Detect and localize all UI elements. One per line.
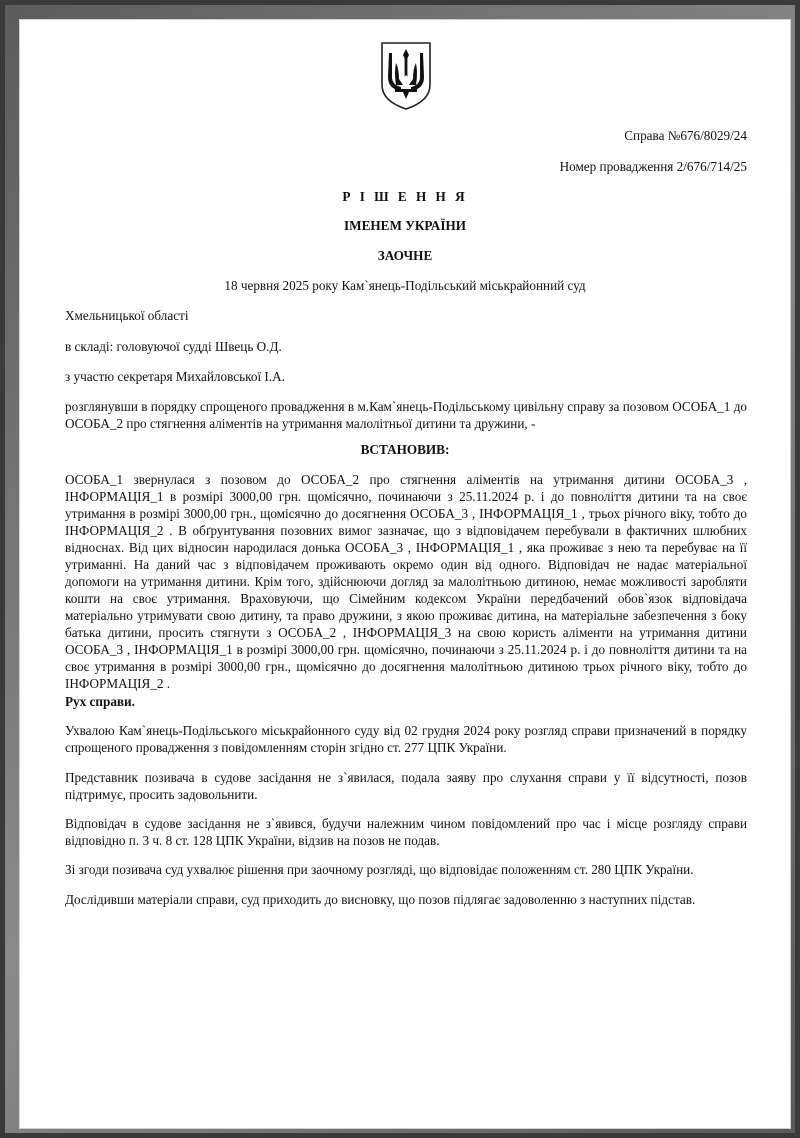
case-progress-heading: Рух справи. (65, 694, 135, 709)
defendant-paragraph: Відповідач в судове засідання не з`явився, будучи належним чином повідомлений про час і місце розгляду справи відповідно п. 3 ч. 8 ст. 128 ЦПК України, відзив на позов не подав. (65, 816, 747, 848)
plaintiff-paragraph: Представник позивача в судове засідання не з`явилася, подала заяву про слухання справи у її відсутності, позов підтримує, просить задовольнити. (65, 770, 747, 802)
case-number: Справа №676/8029/24 (624, 128, 747, 143)
coat-of-arms-icon (379, 41, 433, 111)
claim-paragraph: ОСОБА_1 звернулася з позовом до ОСОБА_2 про стягнення аліментів на утримання дитини ОСОБА_3 , ІНФОРМАЦІЯ_1 в розмірі 3000,00 грн. щомісячно, починаючи з 25.11.2024 р. і до повноліття дитини та на своє утримання в розмірі 3000,00 грн., щомісячно до досягнення ОСОБА_3 , ІНФОРМАЦІЯ_1 , трьох річного віку, тобто до ІНФОРМАЦІЯ_2 . В обґрунтування позовних вимог зазначає, що з відповідачем перебували в фактичних шлюбних відноснах. Від цих відносин народилася донька ОСОБА_3 , ІНФОРМАЦІЯ_1 , яка проживає з нею та перебуває на її утриманні. На даний час з відповідачем проживають окремо один від одного. Відповідач не надає матеріальної допомоги на утримання дитини. Крім того, здійснюючи догляд за малолітньою дитиною, немає можливості заробляти кошти на своє утримання. Враховуючи, що Сімейним кодексом України передбачений обов`язок відповідача матеріально утримувати свою дитину, та право дружини, з якою проживає дитина, на матеріальне забезпечення з боку батька дитини, просить стягнути з ОСОБА_2 , ІНФОРМАЦІЯ_3 на свою користь аліменти на утримання дитини ОСОБА_3 , ІНФОРМАЦІЯ_1 в розмірі 3000,00 грн. щомісячно, починаючи з 25.11.2024 р. і до повноліття дитини та на своє утримання в розмірі 3000,00 грн., щомісячно до досягнення малолітньою дитиною трьох річного віку, тобто до ІНФОРМАЦІЯ_2 . (65, 472, 747, 691)
ruling-paragraph: Ухвалою Кам`янець-Подільського міськрайонного суду від 02 грудня 2024 року розгляд справи призначений в порядку спрощеного провадження з повідомленням сторін згідно ст. 277 ЦПК України. (65, 723, 747, 755)
date-and-court: 18 червня 2025 року Кам`янець-Подільський міськрайонний суд (224, 278, 586, 293)
document-type: ЗАОЧНЕ (377, 248, 433, 263)
document-subtitle: ІМЕНЕМ УКРАЇНИ (344, 218, 466, 233)
document-page (19, 19, 791, 1129)
conclusion-paragraph: Дослідивши матеріали справи, суд приходить до висновку, що позов підлягає задоволенню з наступних підстав. (65, 892, 696, 907)
court-secretary: з участю секретаря Михайловської І.А. (65, 369, 285, 384)
document-title: Р І Ш Е Н Н Я (342, 189, 468, 204)
court-composition: в складі: головуючої судді Швець О.Д. (65, 339, 282, 354)
proceeding-number: Номер провадження 2/676/714/25 (559, 159, 747, 174)
intro-paragraph: розглянувши в порядку спрощеного провадження в м.Кам`янець-Подільському цивільну справу за позовом ОСОБА_1 до ОСОБА_2 про стягнення аліментів на утримання малолітньої дитини та дружини, - (65, 399, 747, 431)
court-region: Хмельницької області (65, 308, 189, 323)
established-heading: ВСТАНОВИВ: (360, 442, 450, 457)
consent-paragraph: Зі згоди позивача суд ухвалює рішення при заочному розгляді, що відповідає положенням ст. 280 ЦПК України. (65, 862, 694, 877)
